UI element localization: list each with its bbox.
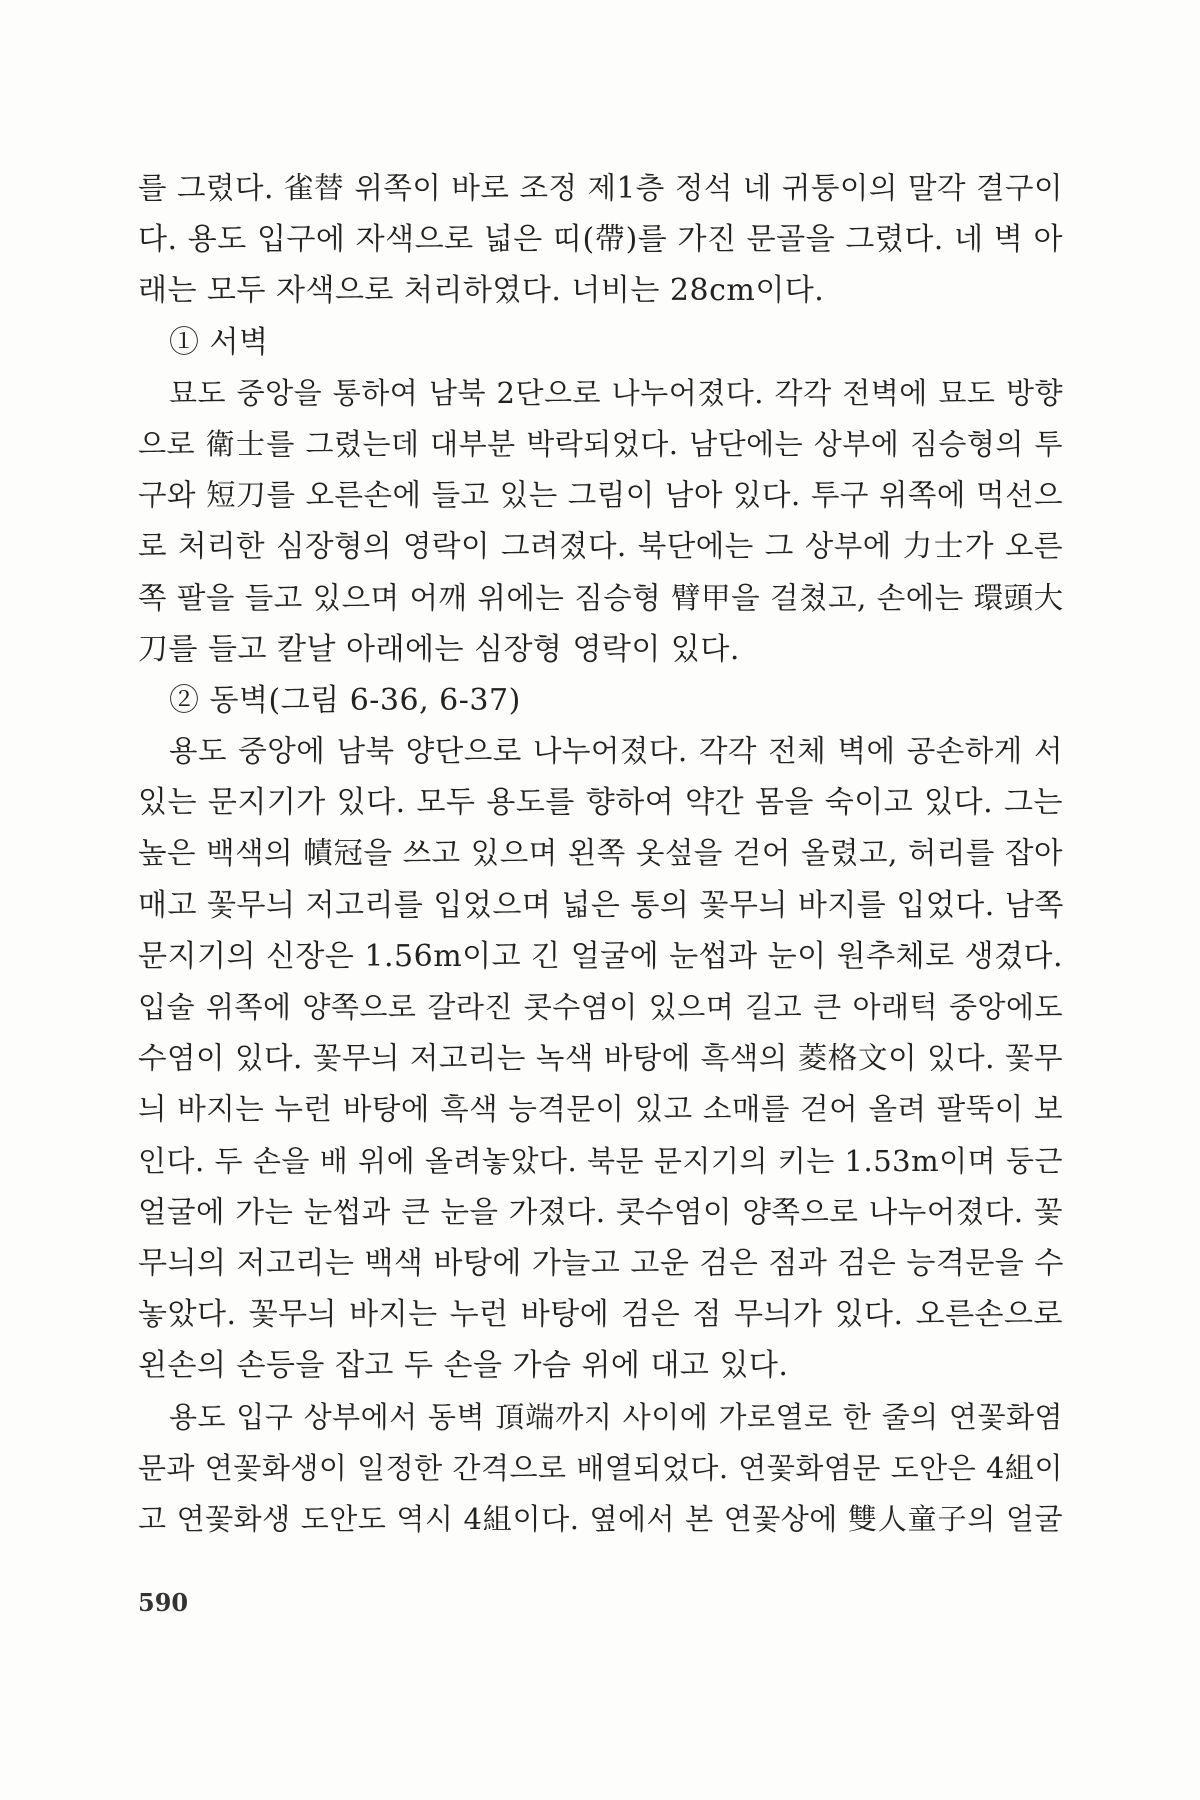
text-line: 를 그렸다. 雀替 위쪽이 바로 조정 제1층 정석 네 귀퉁이의 말각 결구이	[138, 171, 1063, 205]
text-line: 으로 衛士를 그렸는데 대부분 박락되었다. 남단에는 상부에 짐승형의 투	[138, 426, 1063, 461]
text-line: 수염이 있다. 꽃무늬 저고리는 녹색 바탕에 흑색의 菱格文이 있다. 꽃무	[138, 1041, 1063, 1076]
body-text	[138, 163, 1063, 1545]
text-line: 입술 위쪽에 양쪽으로 갈라진 콧수염이 있으며 길고 큰 아래턱 중앙에도	[138, 990, 1063, 1024]
text-line: 용도 중앙에 남북 양단으로 나누어졌다. 각각 전체 벽에 공손하게 서	[169, 734, 1063, 769]
text-line: 왼손의 손등을 잡고 두 손을 가슴 위에 대고 있다.	[138, 1348, 789, 1384]
text-line: 있는 문지기가 있다. 모두 용도를 향하여 약간 몸을 숙이고 있다. 그는	[138, 785, 1063, 821]
text-line: 인다. 두 손을 배 위에 올려놓았다. 북문 문지기의 키는 1.53m이며 둥근	[138, 1143, 1063, 1178]
page-number: 590	[138, 1588, 189, 1617]
text-line: 래는 모두 자색으로 처리하였다. 너비는 28cm이다.	[138, 273, 825, 309]
section-heading-east-wall: ② 동벽(그림 6-36, 6-37)	[169, 682, 521, 718]
text-line: 문지기의 신장은 1.56m이고 긴 얼굴에 눈썹과 눈이 원추체로 생겼다.	[138, 938, 1064, 974]
section-heading-west-wall: ① 서벽	[169, 324, 269, 360]
text-line: 구와 短刀를 오른손에 들고 있는 그림이 남아 있다. 투구 위쪽에 먹선으	[138, 478, 1063, 513]
text-line: 얼굴에 가는 눈썹과 큰 눈을 가졌다. 콧수염이 양쪽으로 나누어졌다. 꽃	[138, 1194, 1063, 1229]
text-line: 쪽 팔을 들고 있으며 어깨 위에는 짐승형 臂甲을 걸쳤고, 손에는 環頭大	[138, 580, 1064, 615]
text-line: 로 처리한 심장형의 영락이 그려졌다. 북단에는 그 상부에 力士가 오른	[138, 529, 1063, 564]
text-line: 刀를 들고 칼날 아래에는 심장형 영락이 있다.	[138, 631, 740, 667]
text-line: 다. 용도 입구에 자색으로 넓은 띠(帶)를 가진 문골을 그렸다. 네 벽 아	[138, 222, 1063, 258]
text-line: 놓았다. 꽃무늬 바지는 누런 바탕에 검은 점 무늬가 있다. 오른손으로	[138, 1297, 1063, 1333]
text-line: 묘도 중앙을 통하여 남북 2단으로 나누어졌다. 각각 전벽에 묘도 방향	[169, 375, 1063, 410]
text-line: 늬 바지는 누런 바탕에 흑색 능격문이 있고 소매를 걷어 올려 팔뚝이 보	[138, 1092, 1063, 1127]
text-line: 매고 꽃무늬 저고리를 입었으며 넓은 통의 꽃무늬 바지를 입었다. 남쪽	[138, 887, 1064, 923]
text-line: 고 연꽃화생 도안도 역시 4組이다. 옆에서 본 연꽃상에 雙人童子의 얼굴	[138, 1501, 1063, 1536]
text-line: 문과 연꽃화생이 일정한 간격으로 배열되었다. 연꽃화염문 도안은 4組이	[138, 1450, 1063, 1485]
text-line: 용도 입구 상부에서 동벽 頂端까지 사이에 가로열로 한 줄의 연꽃화염	[169, 1399, 1063, 1434]
text-line: 무늬의 저고리는 백색 바탕에 가늘고 고운 검은 점과 검은 능격문을 수	[138, 1245, 1064, 1281]
text-line: 높은 백색의 幘冠을 쓰고 있으며 왼쪽 옷섶을 걷어 올렸고, 허리를 잡아	[138, 836, 1063, 871]
